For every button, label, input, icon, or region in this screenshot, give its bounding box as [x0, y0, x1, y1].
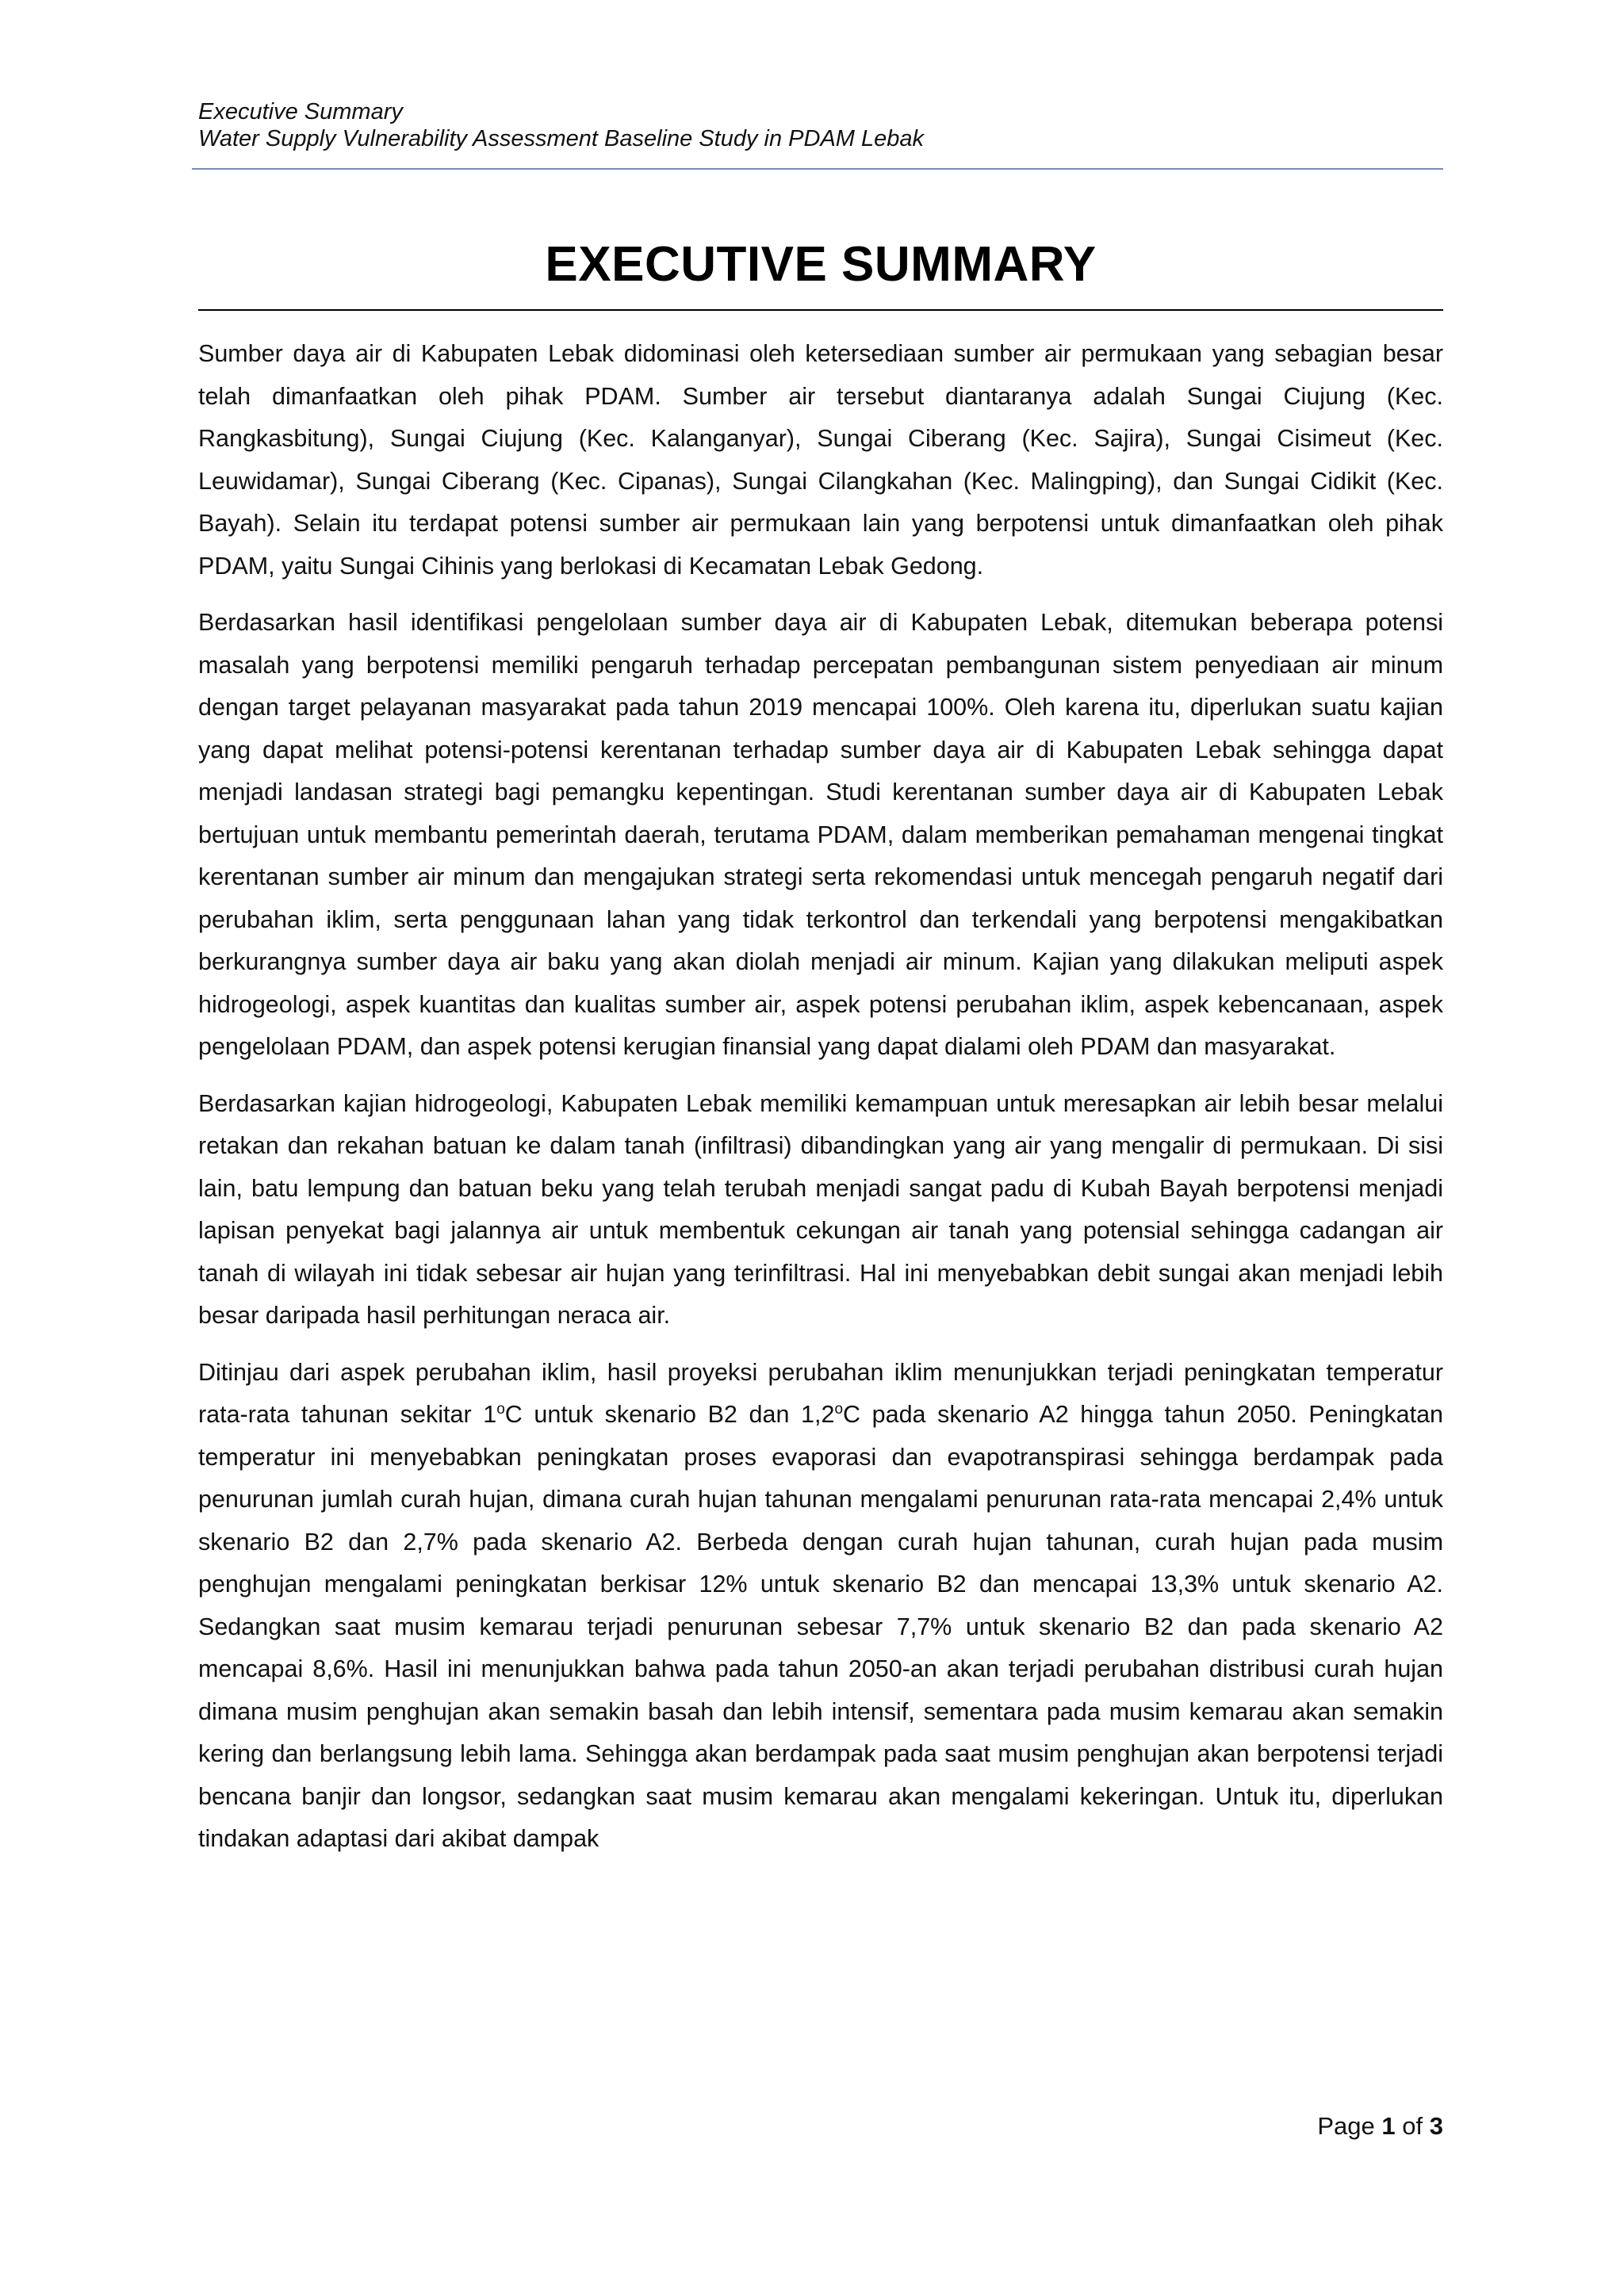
header-divider: [192, 168, 1443, 170]
running-header-section: Executive Summary: [198, 99, 403, 124]
degree-superscript: o: [496, 1400, 505, 1418]
page-total: 3: [1429, 2112, 1443, 2140]
paragraph-text: C untuk skenario B2 dan 1,2: [504, 1401, 835, 1428]
paragraph-text: C pada skenario A2 hingga tahun 2050. Peningkatan temperatur ini menyebabkan peningkatan proses evaporasi dan evapotranspirasi sehingga berdampak pada penurunan jumlah curah hujan, dimana curah hujan tahunan mengalami penurunan rata-rata mencapai 2,4% untuk skenario B2 dan 2,7% pada skenario A2. Berbeda dengan curah hujan tahunan, curah hujan pada musim penghujan mengalami peningkatan berkisar 12% untuk skenario B2 dan mencapai 13,3% untuk skenario A2. Sedangkan saat musim kemarau terjadi penurunan sebesar 7,7% untuk skenario B2 dan pada skenario A2 mencapai 8,6%. Hasil ini menunjukkan bahwa pada tahun 2050-an akan terjadi perubahan distribusi curah hujan dimana musim penghujan akan semakin basah dan lebih intensif, sementara pada musim kemarau akan semakin kering dan berlangsung lebih lama. Sehingga akan berdampak pada saat musim penghujan akan berpotensi terjadi bencana banjir dan longsor, sedangkan saat musim kemarau akan mengalami kekeringan. Untuk itu, diperlukan tindakan adaptasi dari akibat dampak: [198, 1401, 1444, 1852]
of-label: of: [1402, 2112, 1423, 2140]
paragraph-water-sources: Sumber daya air di Kabupaten Lebak didominasi oleh ketersediaan sumber air permukaan yang sebagian besar telah dimanfaatkan oleh pihak PDAM. Sumber air tersebut diantaranya adalah Sungai Ciujung (Kec. Rangkasbitung), Sungai Ciujung (Kec. Kalanganyar), Sungai Ciberang (Kec. Sajira), Sungai Cisimeut (Kec. Leuwidamar), Sungai Ciberang (Kec. Cipanas), Sungai Cilangkahan (Kec. Malingping), dan Sungai Cidikit (Kec. Bayah). Selain itu terdapat potensi sumber air permukaan lain yang berpotensi untuk dimanfaatkan oleh pihak PDAM, yaitu Sungai Cihinis yang berlokasi di Kecamatan Lebak Gedong.: [198, 340, 1443, 580]
paragraph-hydrogeology: Berdasarkan kajian hidrogeologi, Kabupaten Lebak memiliki kemampuan untuk meresapkan air lebih besar melalui retakan dan rekahan batuan ke dalam tanah (infiltrasi) dibandingkan yang air yang mengalir di permukaan. Di sisi lain, batu lempung dan batuan beku yang telah terubah menjadi sangat padu di Kubah Bayah berpotensi menjadi lapisan penyekat bagi jalannya air untuk membentuk cekungan air tanah yang potensial sehingga cadangan air tanah di wilayah ini tidak sebesar air hujan yang terinfiltrasi. Hal ini menyebabkan debit sungai akan menjadi lebih besar daripada hasil perhitungan neraca air.: [198, 1089, 1443, 1329]
page-title: EXECUTIVE SUMMARY: [545, 236, 1097, 292]
page-current: 1: [1381, 2112, 1396, 2140]
running-header-document-title: Water Supply Vulnerability Assessment Baseline Study in PDAM Lebak: [198, 126, 925, 151]
body-text: [198, 333, 1443, 1875]
running-header: [198, 98, 1443, 152]
paragraph-study-purpose: Berdasarkan hasil identifikasi pengelolaan sumber daya air di Kabupaten Lebak, ditemukan beberapa potensi masalah yang berpotensi memiliki pengaruh terhadap percepatan pembangunan sistem penyediaan air minum dengan target pelayanan masyarakat pada tahun 2019 mencapai 100%. Oleh karena itu, diperlukan suatu kajian yang dapat melihat potensi-potensi kerentanan terhadap sumber daya air di Kabupaten Lebak sehingga dapat menjadi landasan strategi bagi pemangku kepentingan. Studi kerentanan sumber daya air di Kabupaten Lebak bertujuan untuk membantu pemerintah daerah, terutama PDAM, dalam memberikan pemahaman mengenai tingkat kerentanan sumber air minum dan mengajukan strategi serta rekomendasi untuk mencegah pengaruh negatif dari perubahan iklim, serta penggunaan lahan yang tidak terkontrol dan terkendali yang berpotensi mengakibatkan berkurangnya sumber daya air baku yang akan diolah menjadi air minum. Kajian yang dilakukan meliputi aspek hidrogeologi, aspek kuantitas dan kualitas sumber air, aspek potensi perubahan iklim, aspek kebencanaan, aspek pengelolaan PDAM, dan aspek potensi kerugian finansial yang dapat dialami oleh PDAM dan masyarakat.: [198, 609, 1443, 1060]
paragraph-text: Ditinjau dari aspek perubahan iklim, hasil proyeksi perubahan iklim menunjukkan terjadi peningkatan temperatur rata-rata tahunan sekitar 1: [198, 1358, 1443, 1428]
page-label: Page: [1317, 2112, 1375, 2140]
page-number: [1317, 2110, 1443, 2142]
paragraph-climate-change: [198, 1352, 1443, 1861]
title-divider: [198, 309, 1443, 311]
degree-superscript: o: [834, 1400, 844, 1418]
